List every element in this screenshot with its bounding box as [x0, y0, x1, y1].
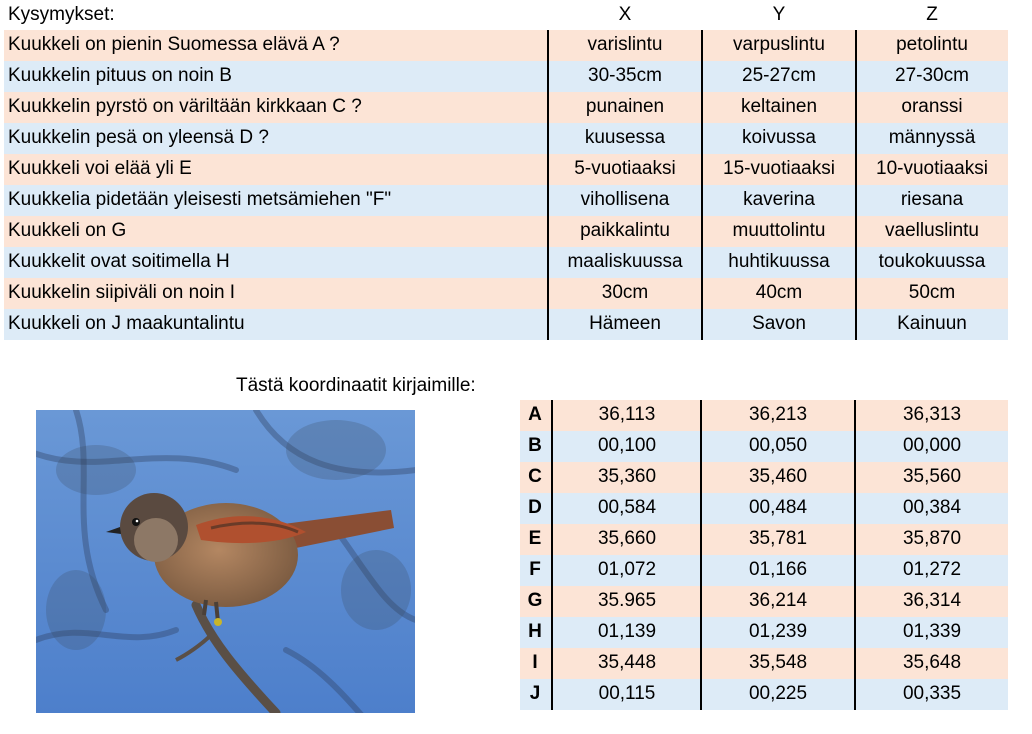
coordinate-row — [520, 586, 1008, 617]
column-divider — [700, 400, 702, 710]
coordinate-letter: D — [528, 497, 542, 518]
coordinate-z: 35,870 — [902, 528, 962, 549]
column-divider — [547, 30, 549, 340]
question-row — [4, 30, 1008, 61]
coordinate-x: 35,660 — [597, 528, 657, 549]
answer-x: punainen — [585, 96, 665, 117]
column-divider — [855, 30, 857, 340]
answer-y: huhtikuussa — [728, 251, 830, 272]
answer-x: 30-35cm — [588, 65, 662, 86]
coordinate-z: 00,335 — [902, 683, 962, 704]
coordinate-z: 01,272 — [902, 559, 962, 580]
answer-y: 15-vuotiaaksi — [723, 158, 835, 179]
answer-x: varislintu — [587, 34, 663, 55]
question-text: Kuukkeli on J maakuntalintu — [8, 313, 245, 334]
column-header-z: Z — [926, 4, 938, 25]
answer-y: varpuslintu — [733, 34, 825, 55]
question-text: Kuukkelin pyrstö on väriltään kirkkaan C ? — [8, 96, 362, 117]
coordinate-letter: J — [529, 683, 541, 704]
answer-x: vihollisena — [580, 189, 670, 210]
answer-y: keltainen — [740, 96, 818, 117]
question-text: Kuukkeli on G — [8, 220, 127, 241]
answer-x: kuusessa — [584, 127, 666, 148]
answer-z: 27-30cm — [895, 65, 969, 86]
answer-z: Kainuun — [897, 313, 967, 334]
column-divider — [551, 400, 553, 710]
coordinate-y: 01,239 — [748, 621, 808, 642]
question-row — [4, 309, 1008, 340]
coordinate-x: 36,113 — [598, 404, 656, 425]
coordinate-y: 00,050 — [748, 435, 808, 456]
answer-z: 50cm — [908, 282, 956, 303]
answer-y: muuttolintu — [732, 220, 826, 241]
question-text: Kuukkeli voi elää yli E — [8, 158, 192, 179]
coordinate-z: 36,314 — [902, 590, 962, 611]
coordinate-row — [520, 555, 1008, 586]
coordinate-row — [520, 648, 1008, 679]
coordinate-letter: I — [532, 652, 538, 673]
answer-z: toukokuussa — [878, 251, 986, 272]
coordinate-z: 01,339 — [902, 621, 962, 642]
answer-z: männyssä — [888, 127, 976, 148]
coordinate-x: 00,115 — [598, 683, 656, 704]
answer-x: paikkalintu — [580, 220, 670, 241]
column-divider — [701, 30, 703, 340]
coordinate-y: 35,781 — [748, 528, 808, 549]
column-divider — [854, 400, 856, 710]
answer-y: kaverina — [743, 189, 815, 210]
coordinate-letter: C — [528, 466, 542, 487]
answer-z: 10-vuotiaaksi — [876, 158, 988, 179]
coordinate-y: 36,213 — [748, 404, 808, 425]
coordinate-y: 00,225 — [748, 683, 808, 704]
answer-y: 25-27cm — [742, 65, 816, 86]
coordinate-z: 00,000 — [902, 435, 962, 456]
coordinate-x: 01,139 — [597, 621, 657, 642]
coordinate-row — [520, 679, 1008, 710]
questions-title: Kysymykset: — [8, 4, 115, 25]
coordinate-letter: B — [528, 435, 542, 456]
coordinate-y: 00,484 — [748, 497, 808, 518]
question-row — [4, 247, 1008, 278]
answer-z: vaelluslintu — [885, 220, 979, 241]
column-header-y: Y — [772, 4, 786, 25]
question-row — [4, 154, 1008, 185]
answer-x: Hämeen — [589, 313, 661, 334]
coordinate-x: 00,584 — [597, 497, 657, 518]
question-row — [4, 92, 1008, 123]
column-header-x: X — [618, 4, 632, 25]
coordinate-x: 00,100 — [597, 435, 657, 456]
question-row — [4, 278, 1008, 309]
coordinate-letter: F — [529, 559, 541, 580]
coordinate-row — [520, 400, 1008, 431]
question-row — [4, 123, 1008, 154]
question-row — [4, 216, 1008, 247]
answer-y: koivussa — [742, 127, 816, 148]
coordinate-x: 35,360 — [597, 466, 657, 487]
coordinate-y: 35,548 — [748, 652, 808, 673]
coordinate-letter: H — [528, 621, 542, 642]
question-text: Kuukkelin pituus on noin B — [8, 65, 232, 86]
coordinate-row — [520, 462, 1008, 493]
answer-z: oranssi — [901, 96, 963, 117]
coordinate-letter: E — [528, 528, 542, 549]
coordinate-row — [520, 431, 1008, 462]
question-text: Kuukkelin pesä on yleensä D ? — [8, 127, 269, 148]
coordinate-y: 36,214 — [748, 590, 808, 611]
coordinate-x: 01,072 — [597, 559, 657, 580]
answer-x: 5-vuotiaaksi — [574, 158, 676, 179]
coordinates-title: Tästä koordinaatit kirjaimille: — [236, 375, 476, 396]
answer-x: 30cm — [601, 282, 649, 303]
answer-z: riesana — [900, 189, 964, 210]
coordinate-row — [520, 493, 1008, 524]
answer-z: petolintu — [896, 34, 968, 55]
answer-x: maaliskuussa — [567, 251, 683, 272]
question-row — [4, 61, 1008, 92]
question-text: Kuukkelit ovat soitimella H — [8, 251, 230, 272]
coordinate-letter: G — [527, 590, 543, 611]
coordinate-row — [520, 524, 1008, 555]
coordinate-z: 35,648 — [902, 652, 962, 673]
coordinate-x: 35,448 — [597, 652, 657, 673]
coordinate-z: 00,384 — [902, 497, 962, 518]
answer-y: 40cm — [755, 282, 803, 303]
coordinate-letter: A — [528, 404, 542, 425]
coordinate-x: 35.965 — [597, 590, 657, 611]
question-text: Kuukkelin siipiväli on noin I — [8, 282, 236, 303]
coordinate-y: 35,460 — [748, 466, 808, 487]
coordinate-y: 01,166 — [748, 559, 808, 580]
coordinate-z: 36,313 — [902, 404, 962, 425]
question-row — [4, 185, 1008, 216]
siberian-jay-photo — [36, 410, 415, 713]
coordinate-row — [520, 617, 1008, 648]
question-text: Kuukkelia pidetään yleisesti metsämiehen "F" — [8, 189, 392, 210]
question-text: Kuukkeli on pienin Suomessa elävä A ? — [8, 34, 340, 55]
coordinate-z: 35,560 — [902, 466, 962, 487]
answer-y: Savon — [752, 313, 806, 334]
